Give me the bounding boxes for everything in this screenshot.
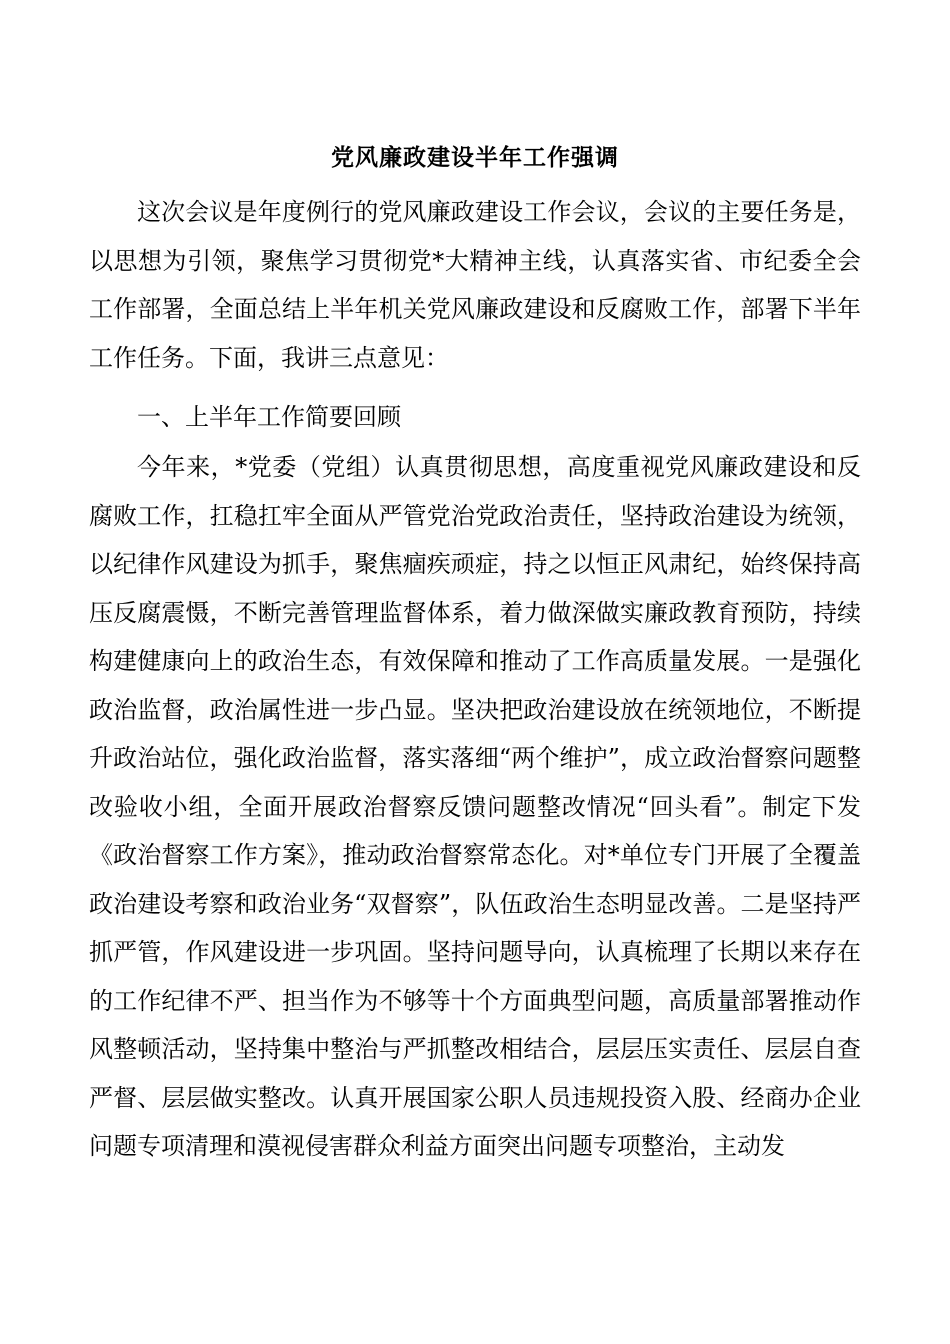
body-section-heading bbox=[89, 393, 861, 442]
paragraph-intro: 这次会议是年度例行的党风廉政建设工作会议，会议的主要任务是，以思想为引领，聚焦学习贯彻党*大精神主线，认真落实省、市纪委全会工作部署，全面总结上半年机关党风廉政建设和反腐败工作，部署下半年工作任务。下面，我讲三点意见： bbox=[89, 198, 861, 372]
body-section-review bbox=[89, 443, 861, 1171]
section-heading: 一、上半年工作简要回顾 bbox=[137, 403, 401, 431]
document-title: 党风廉政建设半年工作强调 bbox=[331, 144, 619, 171]
paragraph-review: 今年来，*党委（党组）认真贯彻思想，高度重视党风廉政建设和反腐败工作，扛稳扛牢全面从严管党治党政治责任，坚持政治建设为统领，以纪律作风建设为抓手，聚焦痼疾顽症，持之以恒正风肃纪，始终保持高压反腐震慑，不断完善管理监督体系，着力做深做实廉政教育预防，持续构建健康向上的政治生态，有效保障和推动了工作高质量发展。一是强化政治监督，政治属性进一步凸显。坚决把政治建设放在统领地位，不断提升政治站位，强化政治监督，落实落细“两个维护”，成立政治督察问题整改验收小组，全面开展政治督察反馈问题整改情况“回头看”。制定下发《政治督察工作方案》，推动政治督察常态化。对*单位专门开展了全覆盖政治建设考察和政治业务“双督察”，队伍政治生态明显改善。二是坚持严抓严管，作风建设进一步巩固。坚持问题导向，认真梳理了长期以来存在的工作纪律不严、担当作为不够等十个方面典型问题，高质量部署推动作风整顿活动，坚持集中整治与严抓整改相结合，层层压实责任、层层自查严督、层层做实整改。认真开展国家公职人员违规投资入股、经商办企业问题专项清理和漠视侵害群众利益方面突出问题专项整治，主动发 bbox=[89, 453, 861, 1160]
body-section-intro bbox=[89, 188, 861, 382]
